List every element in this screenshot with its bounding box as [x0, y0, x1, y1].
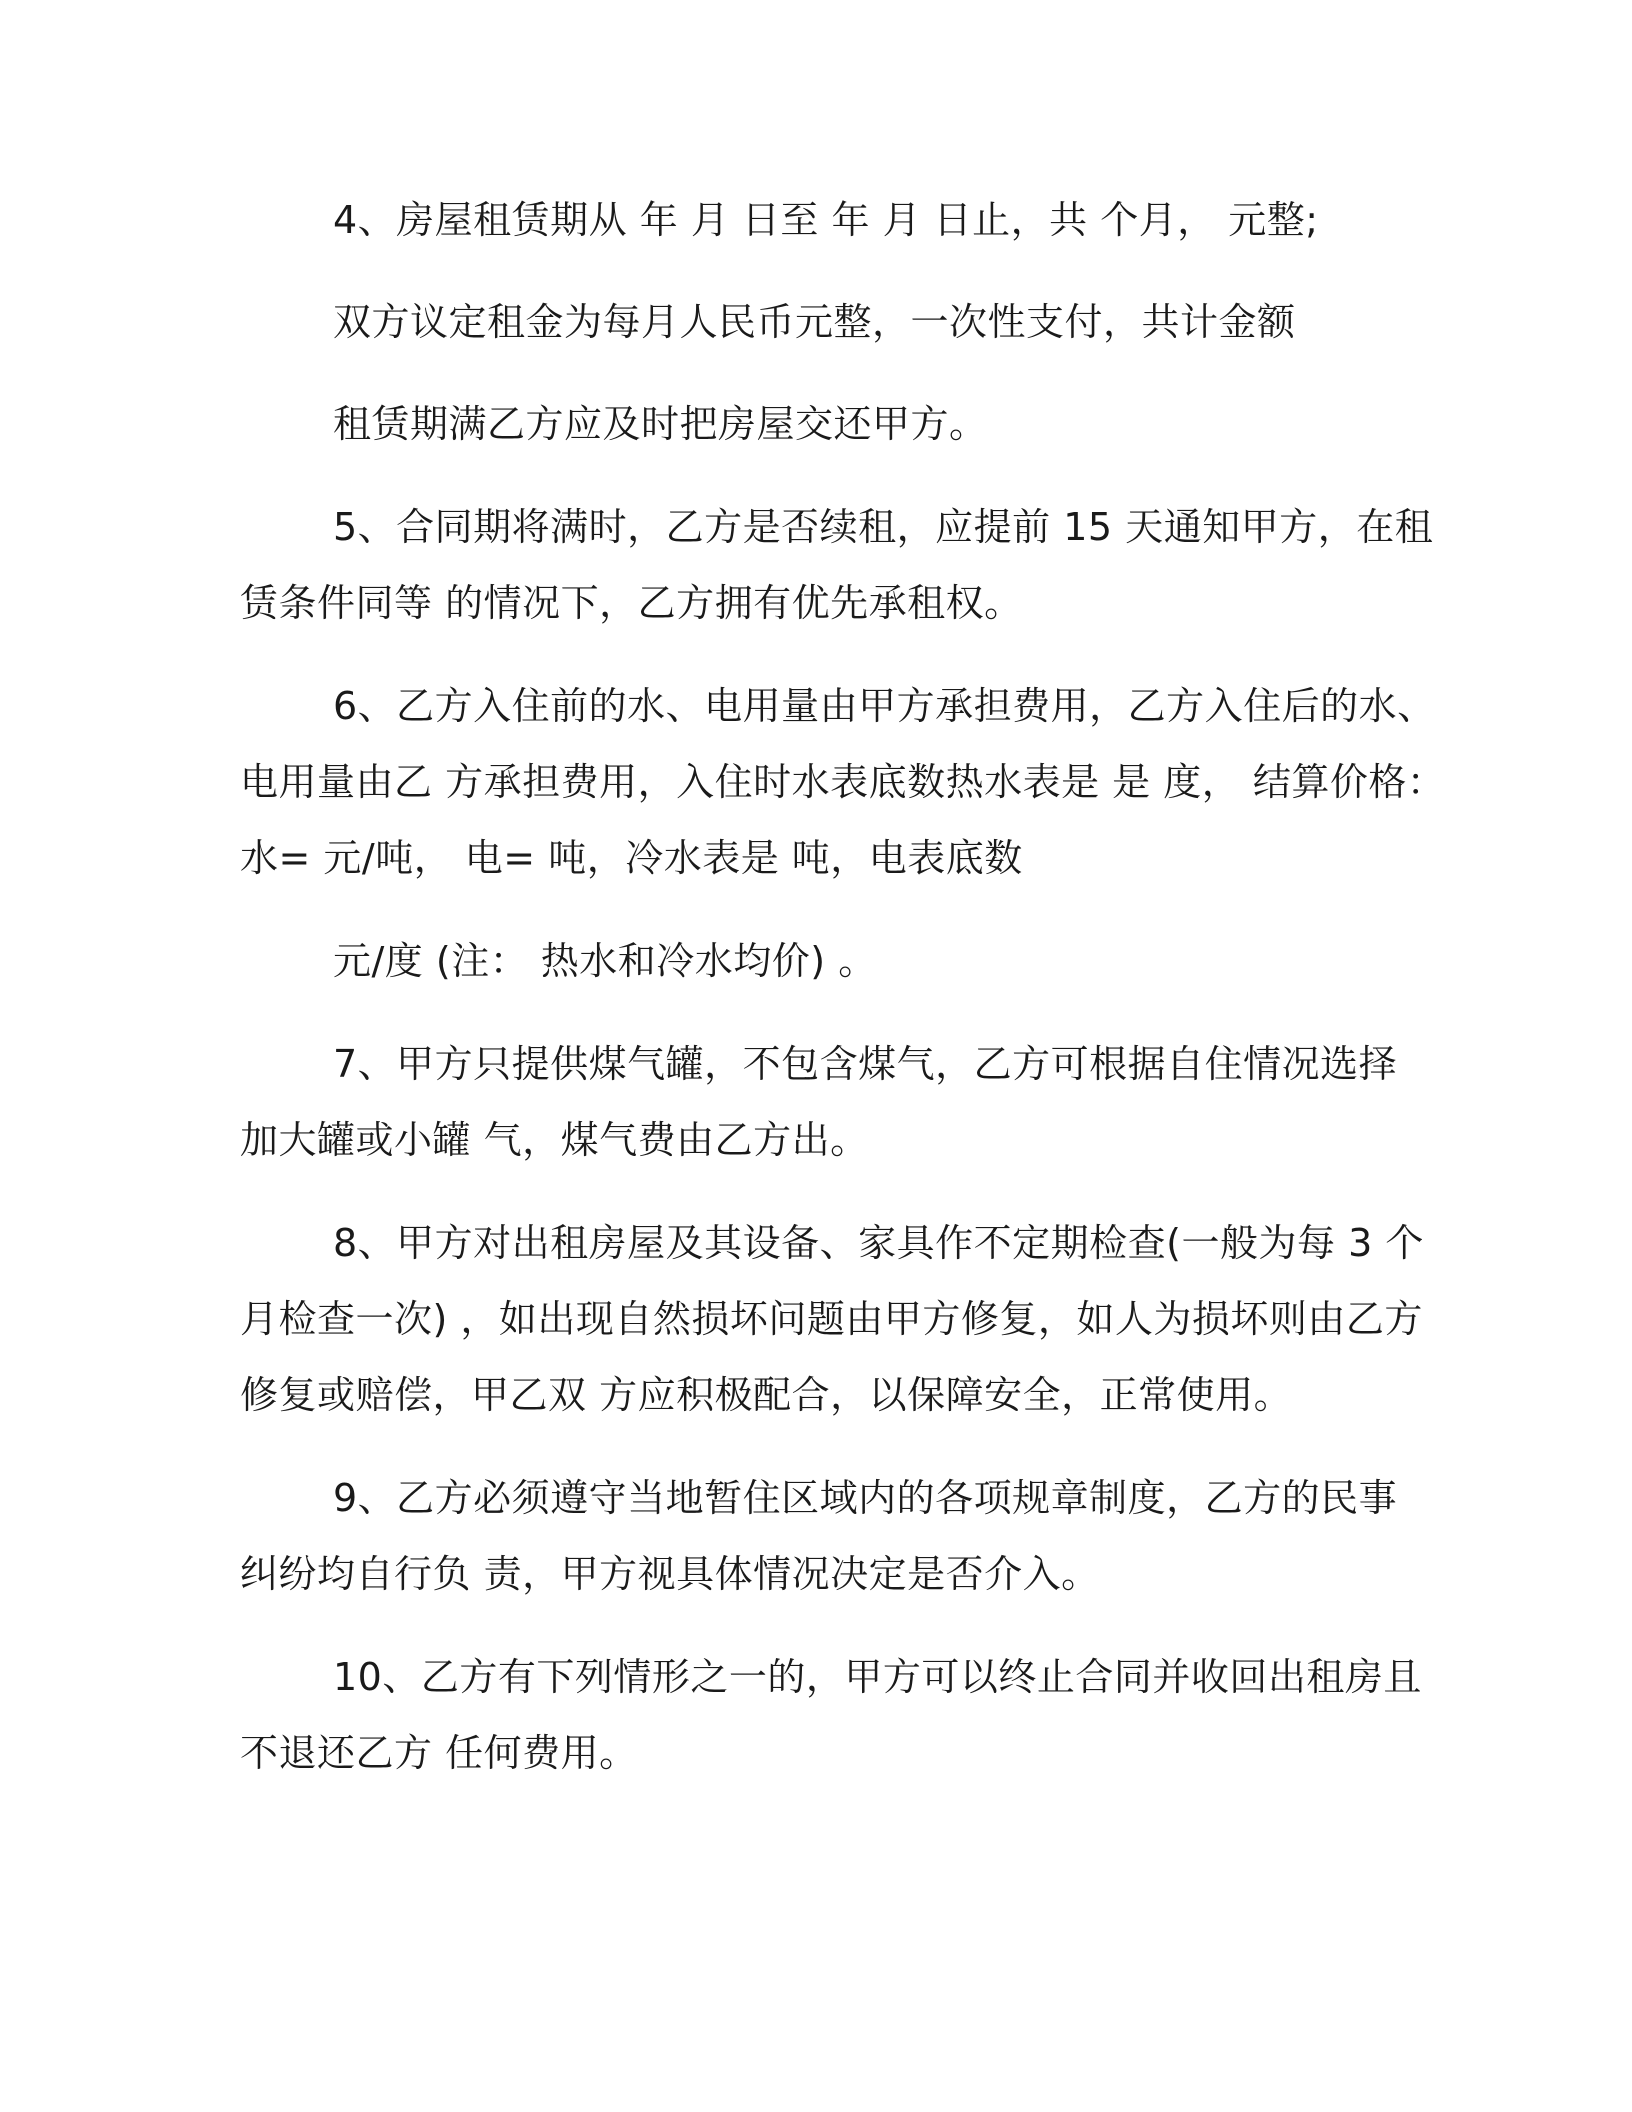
clause-9-line-2: 纠纷均自行负 责，甲方视具体情况决定是否介入。: [240, 1552, 1100, 1596]
clause-5-line-1: 5、合同期将满时，乙方是否续租，应提前 15 天通知甲方，在租: [333, 505, 1434, 549]
clause-9-line-1: 9、乙方必须遵守当地暂住区域内的各项规章制度，乙方的民事: [333, 1476, 1398, 1520]
clause-5-line-2: 赁条件同等 的情况下，乙方拥有优先承租权。: [240, 581, 1023, 625]
clause-6-line-1: 6、乙方入住前的水、电用量由甲方承担费用，乙方入住后的水、: [333, 684, 1436, 728]
clause-4-line-2: 双方议定租金为每月人民币元整，一次性支付，共计金额: [333, 300, 1296, 344]
clause-4-line-1: 4、房屋租赁期从 年 月 日至 年 月 日止，共 个月， 元整;: [333, 198, 1319, 242]
clause-6-line-2: 电用量由乙 方承担费用，入住时水表底数热水表是 是 度， 结算价格：: [240, 760, 1446, 804]
clause-7-line-1: 7、甲方只提供煤气罐，不包含煤气，乙方可根据自住情况选择: [333, 1042, 1398, 1086]
clause-4-line-3: 租赁期满乙方应及时把房屋交还甲方。: [333, 402, 988, 446]
clause-7-line-2: 加大罐或小罐 气，煤气费由乙方出。: [240, 1118, 869, 1162]
clause-6-line-3: 水= 元/吨， 电= 吨，冷水表是 吨，电表底数: [240, 836, 1023, 880]
clause-10-line-2: 不退还乙方 任何费用。: [240, 1731, 638, 1775]
clause-8-line-3: 修复或赔偿，甲乙双 方应积极配合，以保障安全，正常使用。: [240, 1373, 1293, 1417]
clause-8-line-1: 8、甲方对出租房屋及其设备、家具作不定期检查(一般为每 3 个: [333, 1221, 1424, 1265]
clause-8-line-2: 月检查一次) ，如出现自然损坏问题由甲方修复，如人为损坏则由乙方: [240, 1297, 1423, 1341]
clause-10-line-1: 10、乙方有下列情形之一的，甲方可以终止合同并收回出租房且: [333, 1655, 1422, 1699]
clause-6-line-4: 元/度 (注： 热水和冷水均价) 。: [333, 939, 877, 983]
